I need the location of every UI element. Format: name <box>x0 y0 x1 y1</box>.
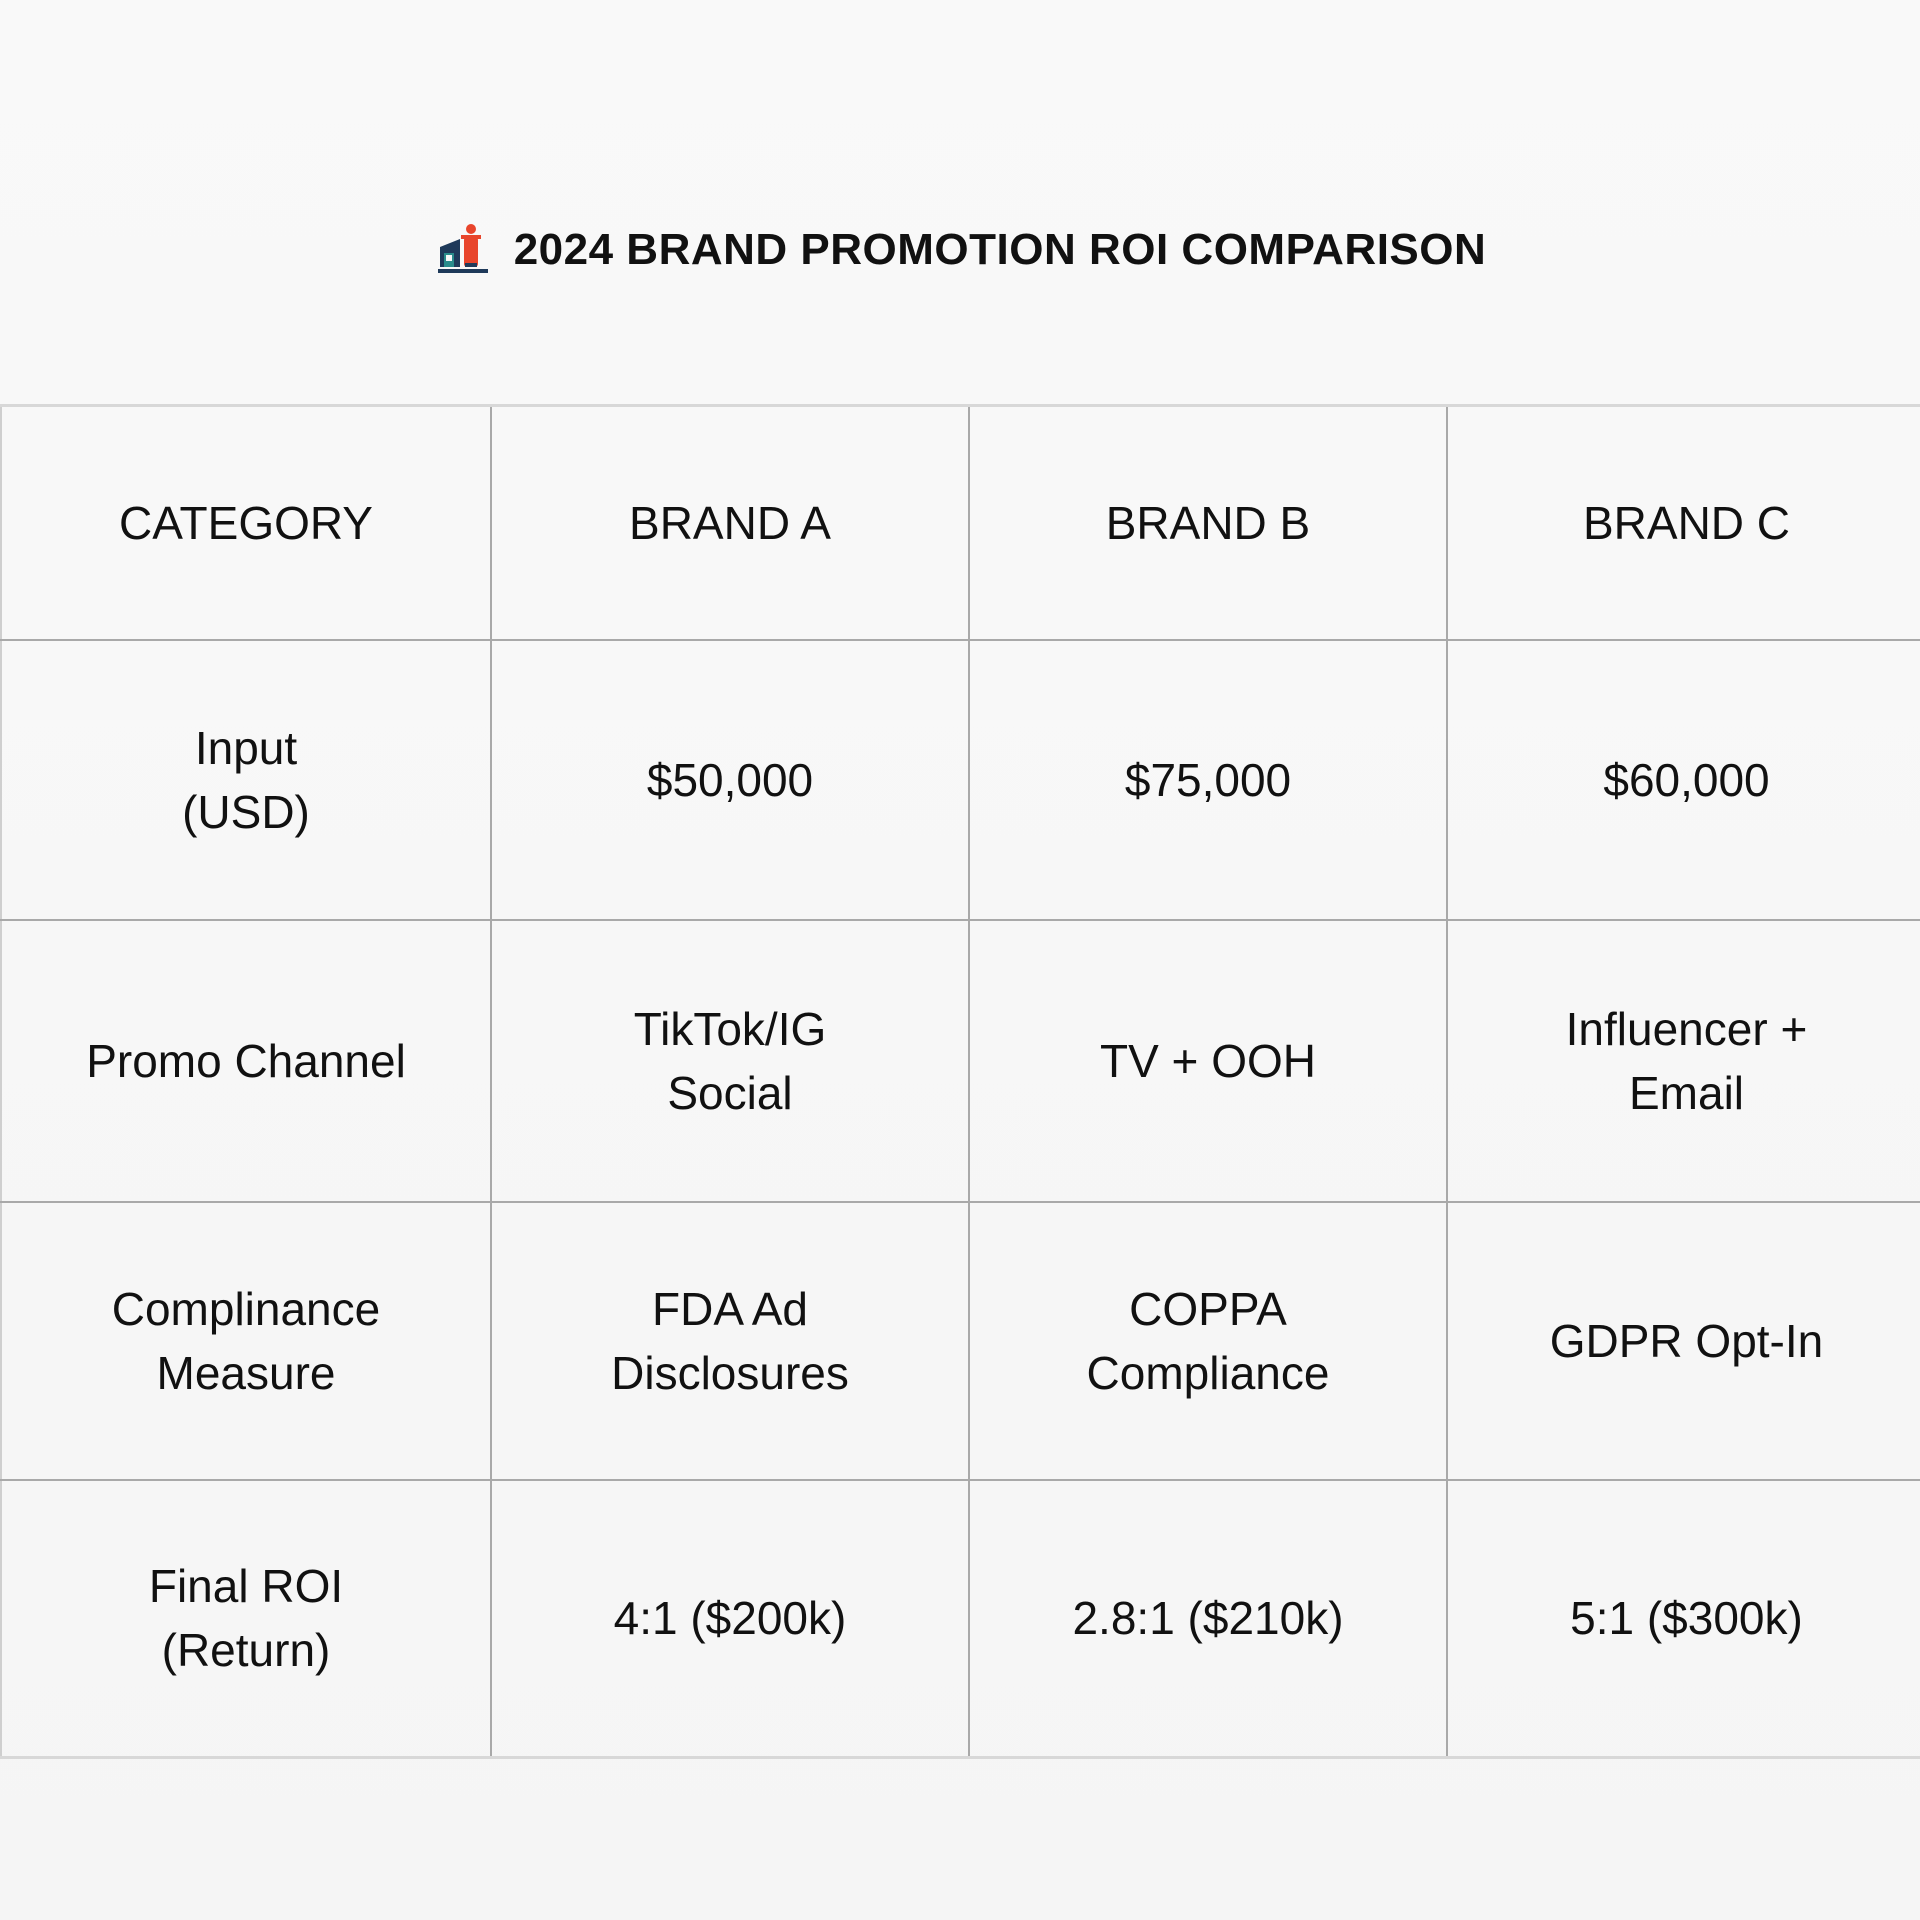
chart-title: 2024 BRAND PROMOTION ROI COMPARISON <box>513 225 1487 274</box>
row-label-final-roi-text: Final ROI (Return) <box>148 1560 344 1677</box>
cell-roi-brand-b: 2.8:1 ($210k) <box>969 1480 1447 1758</box>
table-row-input <box>1 640 1920 920</box>
row-label-final-roi <box>1 1480 491 1758</box>
table-row-compliance <box>1 1202 1920 1480</box>
cell-channel-brand-a <box>491 920 969 1202</box>
row-label-input <box>1 640 491 920</box>
header-row <box>1 406 1920 640</box>
title-row <box>0 218 1920 282</box>
row-label-compliance-text: Complinance Measure <box>111 1282 381 1399</box>
column-header-brand-a: BRAND A <box>491 406 969 640</box>
cell-roi-brand-c: 5:1 ($300k) <box>1447 1480 1920 1758</box>
cell-compliance-brand-c: GDPR Opt-In <box>1447 1202 1920 1480</box>
column-header-brand-b: BRAND B <box>969 406 1447 640</box>
cell-input-brand-c: $60,000 <box>1447 640 1920 920</box>
cell-channel-brand-c <box>1447 920 1920 1202</box>
cell-compliance-brand-b-text: COPPA Compliance <box>1086 1282 1330 1399</box>
row-label-input-text: Input (USD) <box>182 721 310 838</box>
cell-channel-brand-c-text: Influencer + Email <box>1565 1002 1808 1119</box>
cell-input-brand-b: $75,000 <box>969 640 1447 920</box>
column-header-category: CATEGORY <box>1 406 491 640</box>
cell-compliance-brand-b <box>969 1202 1447 1480</box>
table-row-final-roi <box>1 1480 1920 1758</box>
cell-compliance-brand-a-text: FDA Ad Disclosures <box>611 1282 849 1399</box>
cell-input-brand-a: $50,000 <box>491 640 969 920</box>
row-label-promo-channel: Promo Channel <box>1 920 491 1202</box>
building-with-figure-icon <box>434 221 492 279</box>
table-row-promo-channel <box>1 920 1920 1202</box>
cell-channel-brand-a-text: TikTok/IG Social <box>633 1002 827 1119</box>
cell-compliance-brand-a <box>491 1202 969 1480</box>
column-header-brand-c: BRAND C <box>1447 406 1920 640</box>
roi-comparison-table <box>0 404 1920 1759</box>
cell-channel-brand-b: TV + OOH <box>969 920 1447 1202</box>
cell-roi-brand-a: 4:1 ($200k) <box>491 1480 969 1758</box>
row-label-compliance <box>1 1202 491 1480</box>
